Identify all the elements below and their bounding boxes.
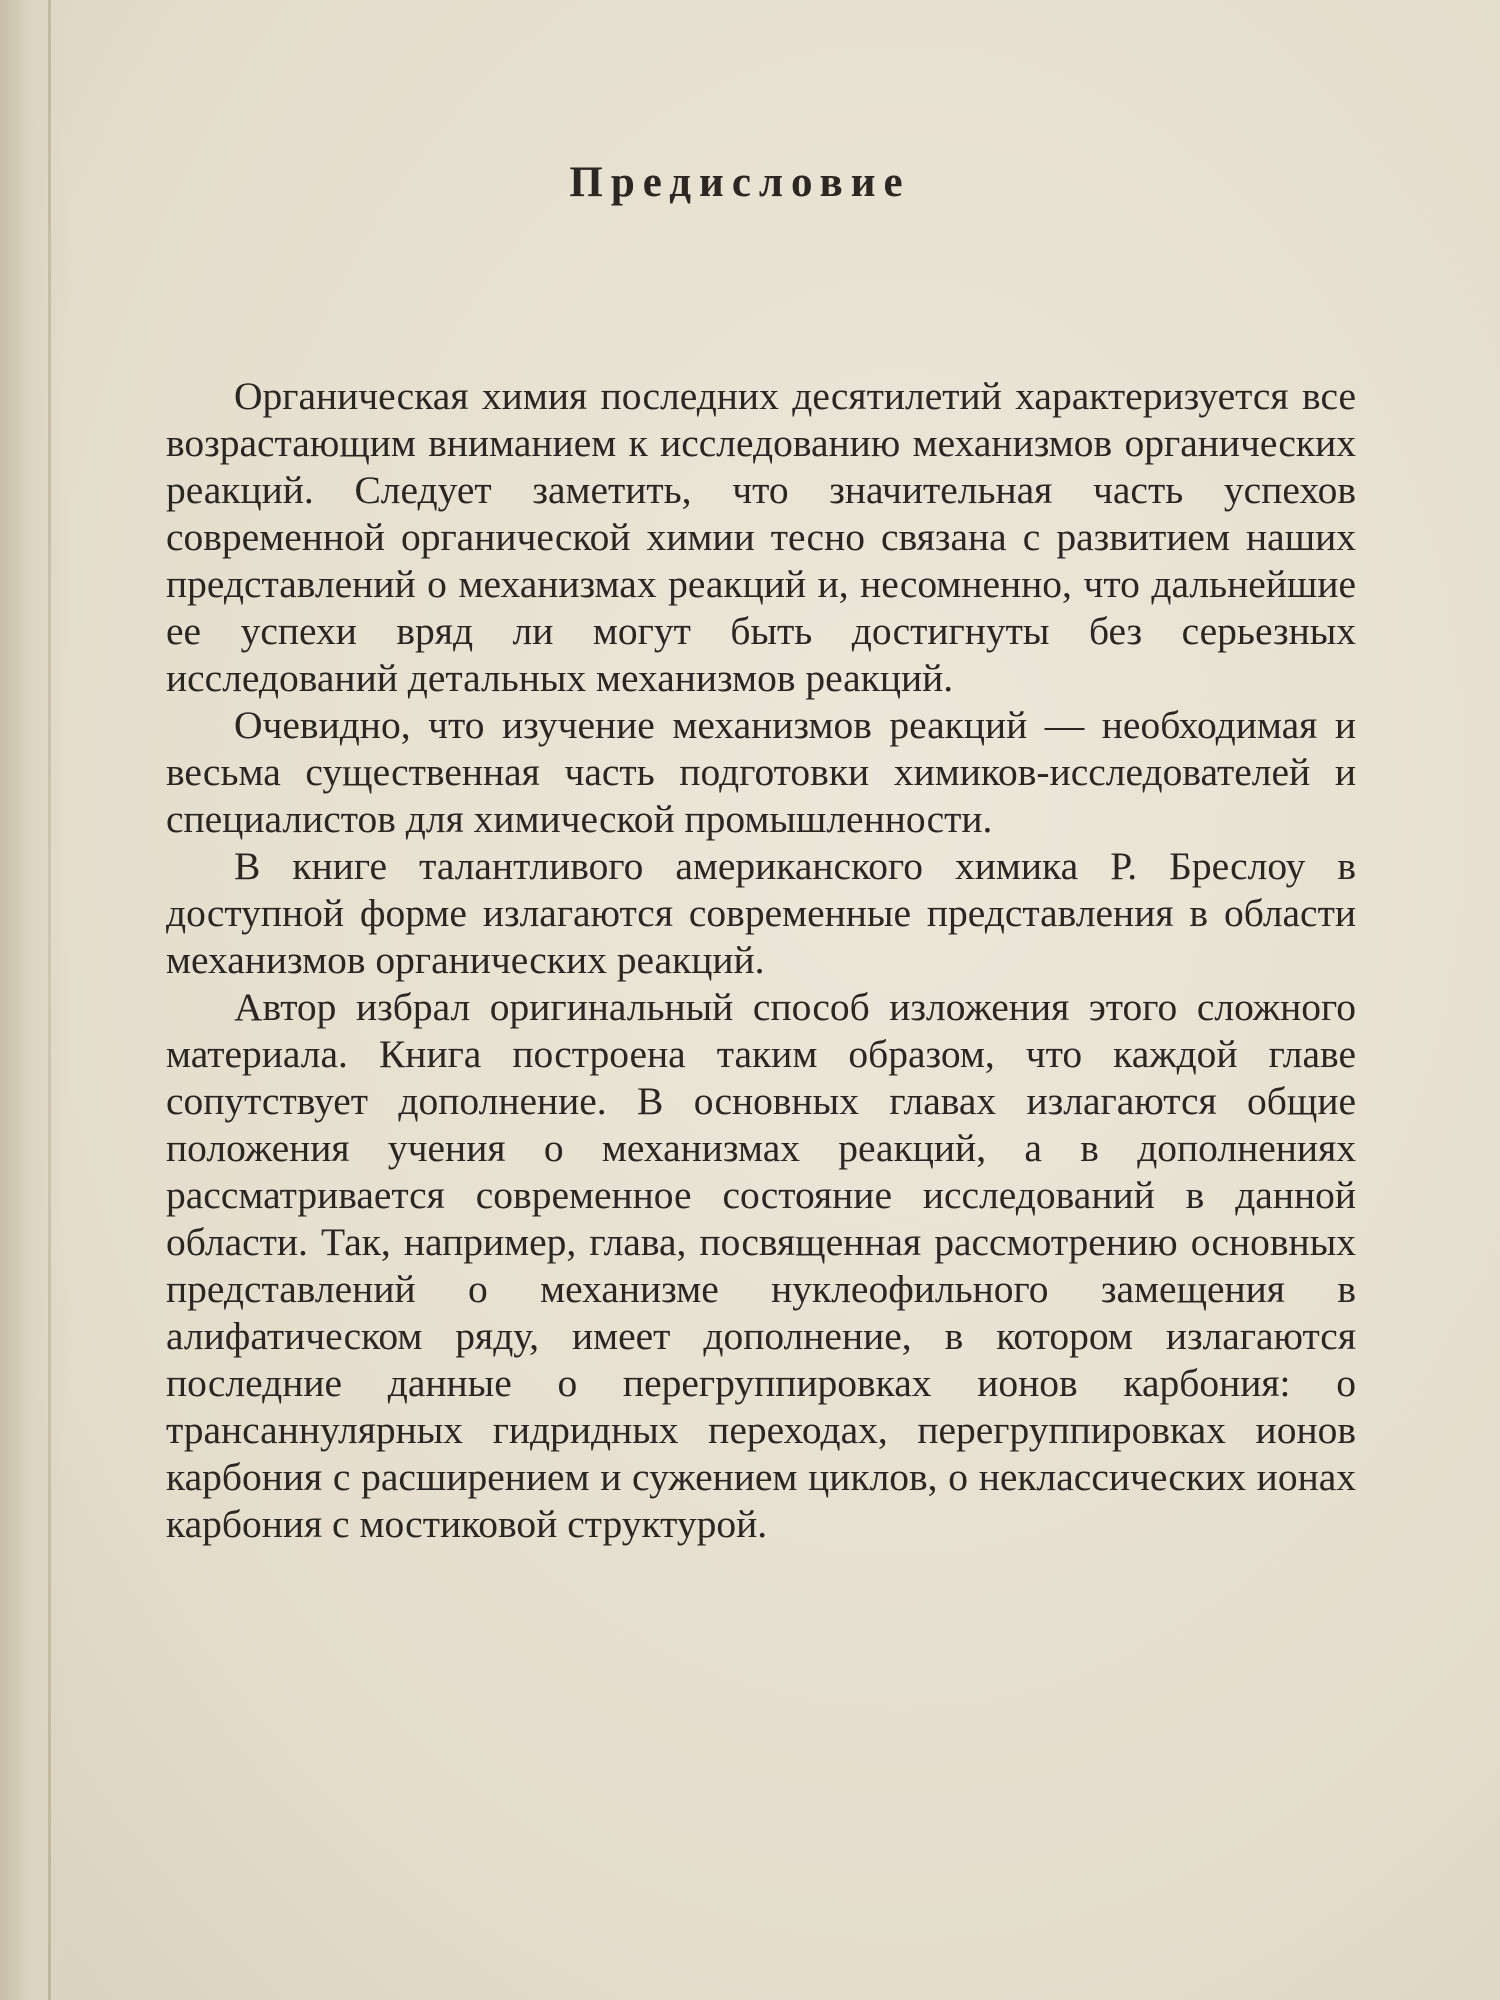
paragraph-2: Очевидно, что изучение механизмов реакций — необходимая и весьма существенная часть подготовки химиков-исследователей и специалистов для химической промышленности. [166, 703, 1356, 841]
paragraph-1: Органическая химия последних десятилетий характеризуется все возрастающим вниманием к исследованию механизмов органических реакций. Следует заметить, что значительная часть успехов современной органической химии тесно связана с развитием наших представлений о механизмах реакций и, несомненно, что дальнейшие ее успехи вряд ли могут быть достигнуты без серьезных исследований детальных механизмов реакций. [166, 374, 1356, 700]
page-title: Предисловие [569, 159, 911, 206]
paragraph-4: Автор избрал оригинальный способ изложения этого сложного материала. Книга построена таким образом, что каждой главе сопутствует дополнение. В основных главах излагаются общие положения учения о механизмах реакций, а в дополнениях рассматривается современное состояние исследований в данной области. Так, например, глава, посвященная рассмотрению основных представлений о механизме нуклеофильного замещения в алифатическом ряду, имеет дополнение, в котором излагаются последние данные о перегруппировках ионов карбония: о трансаннулярных гидридных переходах, перегруппировках ионов карбония с расширением и сужением циклов, о неклассических ионах карбония с мостиковой структурой. [166, 985, 1356, 1546]
page-gutter-edge [48, 0, 51, 2000]
page-gutter-shadow [0, 0, 70, 2000]
body-text [166, 373, 1356, 1548]
paragraph-3: В книге талантливого американского химика Р. Бреслоу в доступной форме излагаются современные представления в области механизмов органических реакций. [166, 844, 1356, 982]
